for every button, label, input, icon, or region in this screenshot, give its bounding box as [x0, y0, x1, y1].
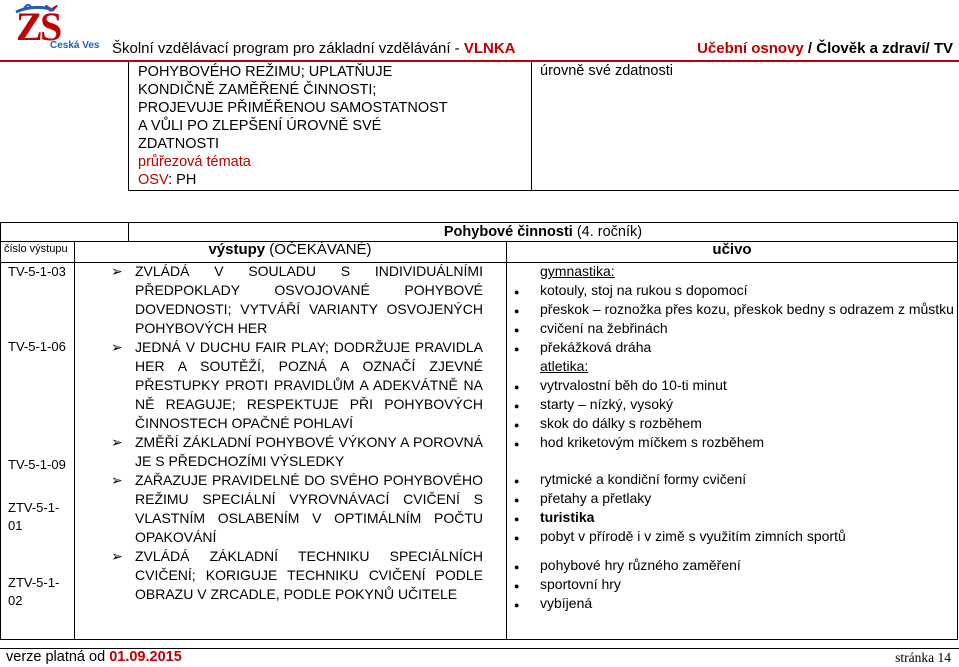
list-item: ● turistika	[510, 508, 955, 527]
output-code: ZTV-5-1-	[8, 500, 60, 515]
list-item: ● starty – nízký, vysoký	[510, 395, 955, 414]
list-item: ● sportovní hry	[510, 575, 955, 594]
list-item: ● pohybové hry různého zaměření	[510, 556, 955, 575]
top-table-divider	[531, 61, 532, 190]
athletics-label: atletika:	[540, 358, 589, 374]
arrow-bullet-icon: ➢	[111, 263, 123, 279]
col-header-outputs: výstupy (OČEKÁVANÉ)	[208, 241, 372, 258]
output-code: TV-5-1-09	[8, 457, 66, 472]
content-list	[510, 262, 955, 613]
list-item: ➢ ZVLÁDÁ V SOULADU S INDIVIDUÁLNÍMI PŘEDPOKLADY OSVOJOVANÉ POHYBOVÉ DOVEDNOSTI; VYTVÁŘÍ VARIANTY OSVOJENÝCH POHYBOVÝCH HER	[111, 263, 483, 336]
arrow-bullet-icon: ➢	[111, 434, 123, 450]
osv-line: OSV: PH	[138, 172, 197, 188]
svg-text:Z: Z	[16, 4, 43, 49]
section-title: Pohybové činnosti (4. ročník)	[443, 224, 643, 240]
gymnastics-label: gymnastika:	[540, 263, 615, 279]
top-outputs: POHYBOVÉHO REŽIMU; UPLATŇUJE KONDIČNĚ ZAMĚŘENÉ ČINNOSTI; PROJEVUJE PŘIMĚŘENOU SAMOSTATNOST A VŮLI PO ZLEPŠENÍ ÚROVNĚ SVÉ ZDATNOSTI průřezová témata OSV: PH	[138, 63, 518, 189]
top-content: úrovně své zdatnosti	[540, 63, 673, 79]
cross-topics-label: průřezová témata	[138, 154, 251, 170]
col-divider	[74, 241, 75, 640]
output-code: 02	[8, 593, 23, 608]
col-header-content: učivo	[712, 241, 752, 258]
list-item: ➢ JEDNÁ V DUCHU FAIR PLAY; DODRŽUJE PRAVIDLA HER A SOUTĚŽÍ, POZNÁ A OZNAČÍ ZJEVNÉ PŘESTUPKY PROTI PRAVIDLŮM A ADEKVÁTNĚ NA NĚ REAGUJE; RESPEKTUJE PŘI POHYBOVÝCH ČINNOSTECH OPAČNÉ POHLAVÍ	[111, 339, 483, 431]
arrow-bullet-icon: ➢	[111, 472, 123, 488]
list-item: ➢ ZAŘAZUJE PRAVIDELNÉ DO SVÉHO POHYBOVÉHO REŽIMU SPECIÁLNÍ VYROVNÁVACÍ CVIČENÍ S VLASTNÍM OSLABENÍM V OPTIMÁLNÍM POČTU OPAKOVÁNÍ	[111, 472, 483, 545]
list-item: ● pobyt v přírodě i v zimě s využitím zimních sportů	[510, 527, 955, 546]
section-path: Učební osnovy / Člověk a zdraví/ TV	[697, 40, 953, 57]
version-info: verze platná od 01.09.2015	[6, 649, 182, 665]
list-item: ● přetahy a přetlaky	[510, 489, 955, 508]
logo-text: Česká Ves	[50, 40, 100, 51]
arrow-bullet-icon: ➢	[111, 548, 123, 564]
program-name: VLNKA	[463, 40, 516, 57]
svg-text:Š: Š	[40, 4, 63, 49]
col-divider	[506, 241, 507, 640]
list-item: ● vybíjená	[510, 594, 955, 613]
list-item: ● kotouly, stoj na rukou s dopomocí	[510, 281, 955, 300]
list-item: ● cvičení na žebřinách	[510, 319, 955, 338]
list-item: ● skok do dálky s rozběhem	[510, 414, 955, 433]
output-code: ZTV-5-1-	[8, 575, 60, 590]
program-title: Školní vzdělávací program pro základní vzdělávání - VLNKA	[112, 40, 516, 57]
list-item: ● překážková dráha	[510, 338, 955, 357]
col-header-code: číslo výstupu	[4, 243, 68, 255]
output-code: TV-5-1-06	[8, 339, 66, 354]
list-item: ● hod kriketovým míčkem s rozběhem	[510, 433, 955, 452]
list-item: ● vytrvalostní běh do 10-ti minut	[510, 376, 955, 395]
list-item: ➢ ZMĚŘÍ ZÁKLADNÍ POHYBOVÉ VÝKONY A POROVNÁ JE S PŘEDCHOZÍMI VÝSLEDKY	[111, 434, 483, 469]
list-item: ● rytmické a kondiční formy cvičení	[510, 470, 955, 489]
page-number: stránka 14	[895, 650, 951, 665]
list-item: ➢ ZVLÁDÁ ZÁKLADNÍ TECHNIKU SPECIÁLNÍCH CVIČENÍ; KORIGUJE TECHNIKU CVIČENÍ PODLE OBRAZU V ZRCADLE, PODLE POKYNŮ UČITELE	[111, 548, 483, 602]
output-code: 01	[8, 518, 23, 533]
output-code: TV-5-1-03	[8, 264, 66, 279]
outputs-list	[111, 262, 483, 604]
list-item: ● přeskok – roznožka přes kozu, přeskok bedny s odrazem z můstku	[510, 300, 955, 319]
arrow-bullet-icon: ➢	[111, 339, 123, 355]
